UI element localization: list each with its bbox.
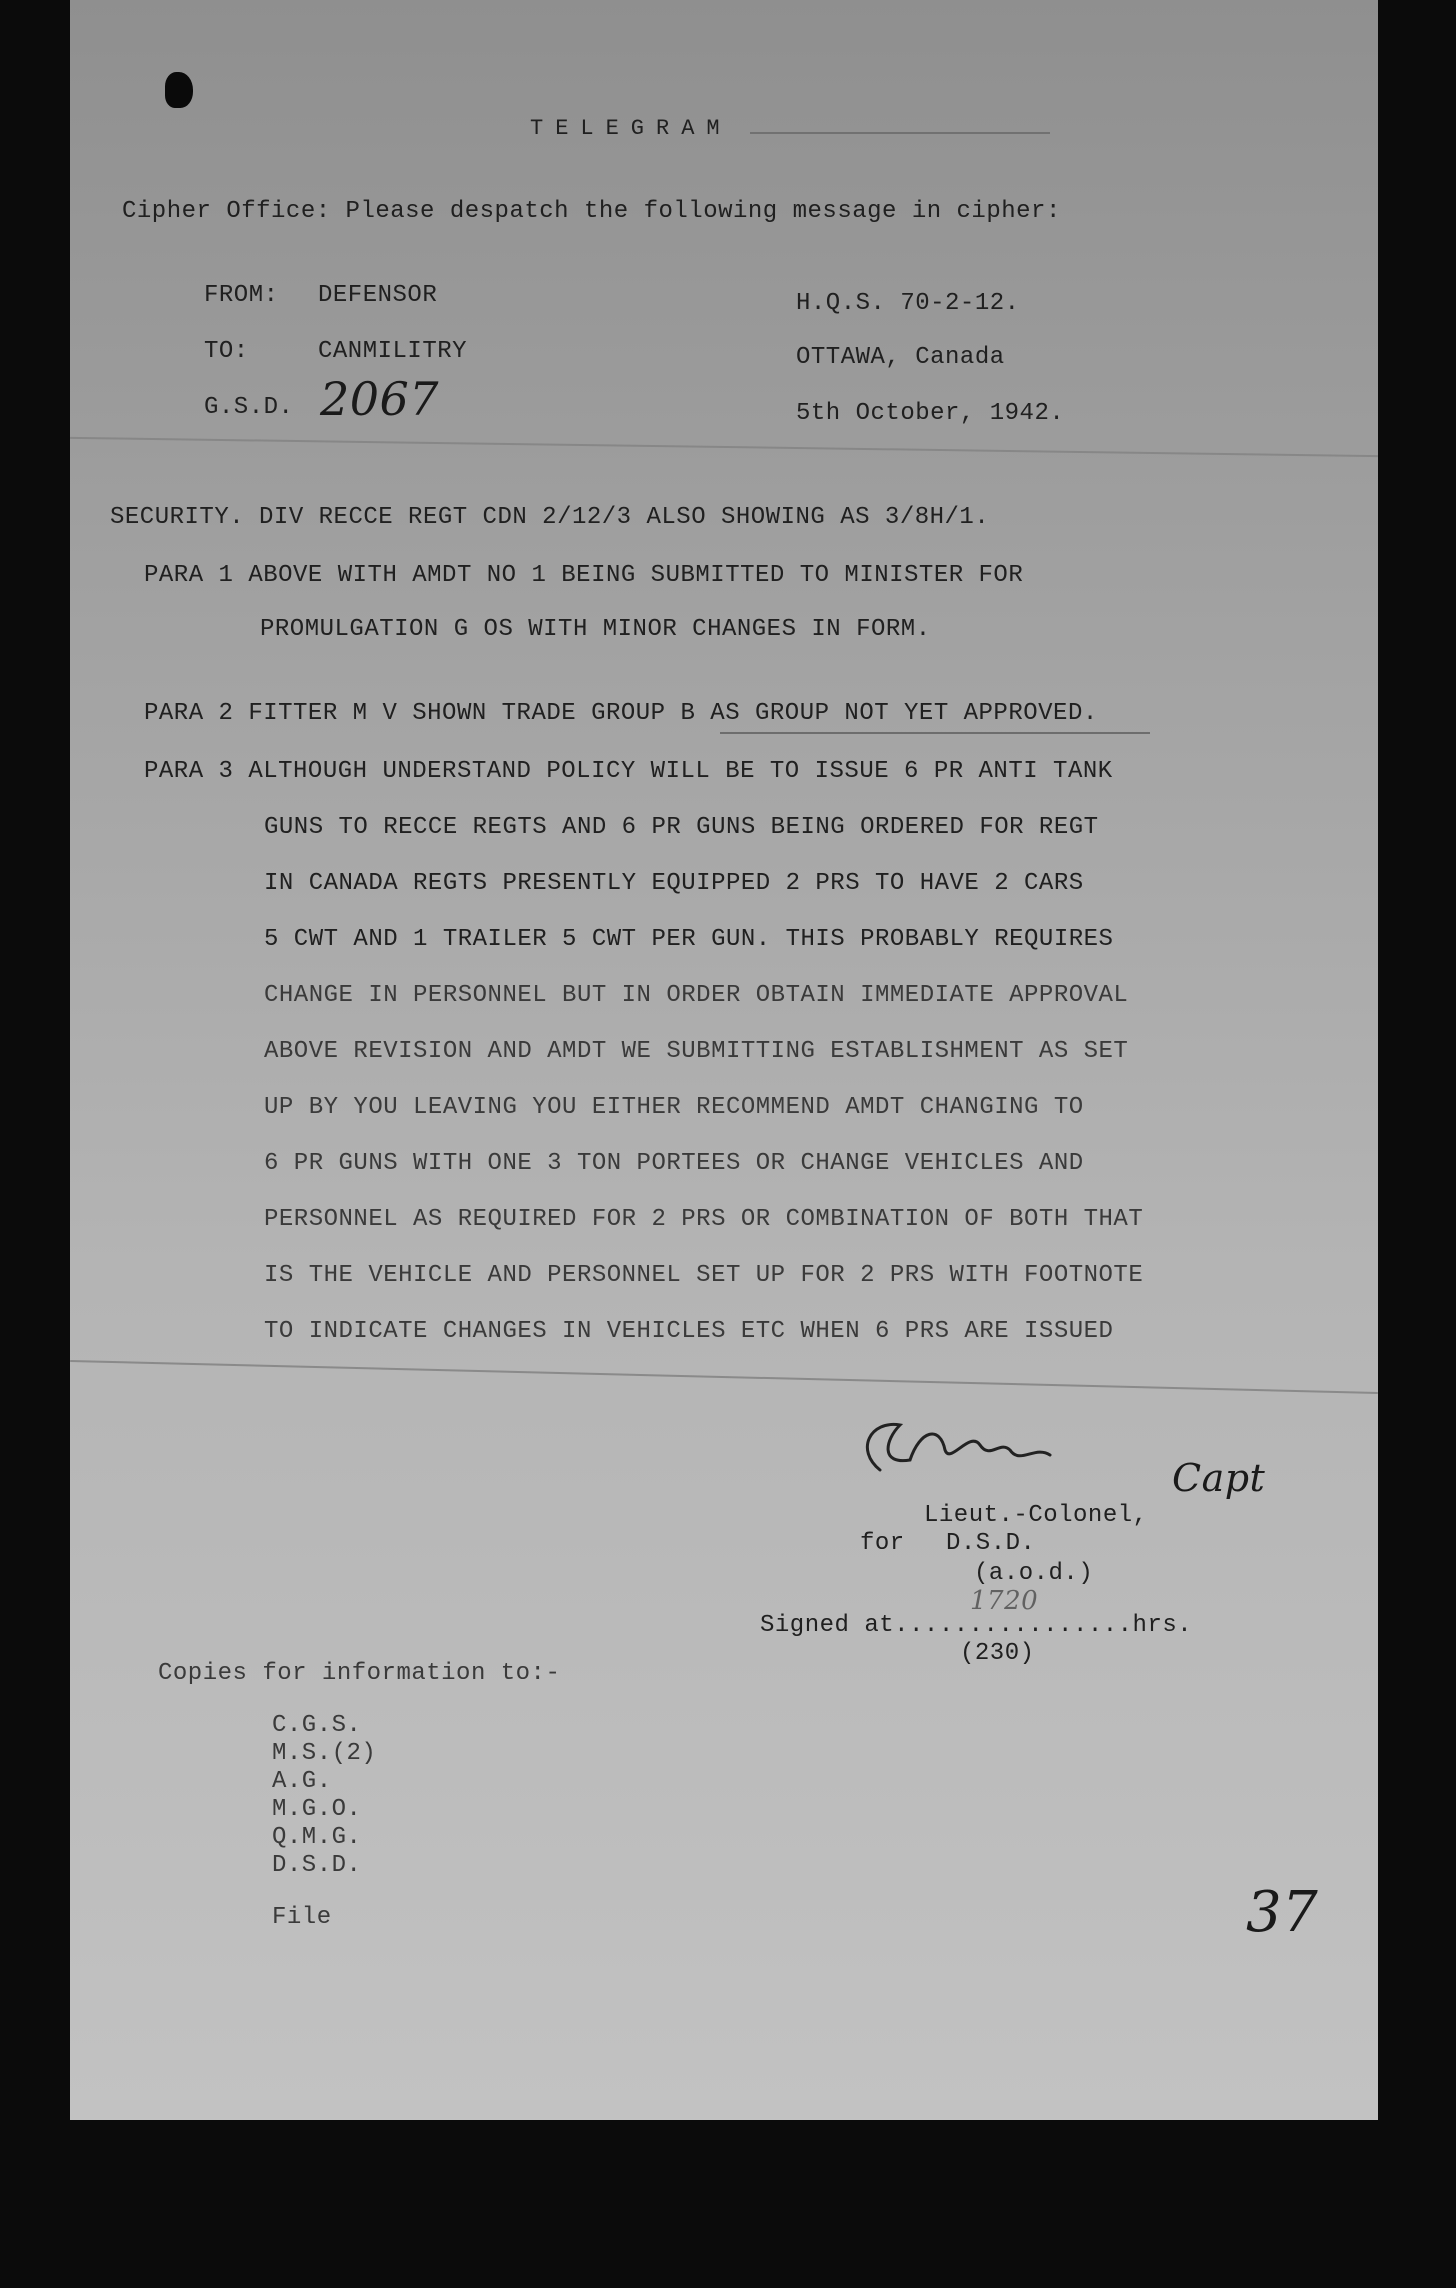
- body-rule: [70, 1360, 1378, 1394]
- para3-line5: CHANGE IN PERSONNEL BUT IN ORDER OBTAIN IMMEDIATE APPROVAL: [264, 982, 1129, 1009]
- header-rule: [70, 437, 1378, 457]
- para3-line6: ABOVE REVISION AND AMDT WE SUBMITTING ESTABLISHMENT AS SET: [264, 1038, 1129, 1065]
- para3-line10: IS THE VEHICLE AND PERSONNEL SET UP FOR 2 PRS WITH FOOTNOTE: [264, 1262, 1144, 1289]
- office: D.S.D.: [946, 1530, 1036, 1557]
- code-number: (230): [960, 1640, 1035, 1667]
- recipient: C.G.S.: [272, 1712, 362, 1739]
- rank: Lieut.-Colonel,: [924, 1502, 1148, 1529]
- gsd-number: 2067: [320, 372, 440, 426]
- recipient: Q.M.G.: [272, 1824, 362, 1851]
- from-label: FROM:: [204, 282, 279, 309]
- signed-time: 1720: [970, 1586, 1039, 1616]
- date: 5th October, 1942.: [796, 400, 1065, 427]
- para3-line9: PERSONNEL AS REQUIRED FOR 2 PRS OR COMBINATION OF BOTH THAT: [264, 1206, 1144, 1233]
- hqs-reference: H.Q.S. 70-2-12.: [796, 290, 1020, 317]
- page-number: 37: [1246, 1880, 1319, 1945]
- ink-blot: [165, 72, 193, 108]
- recipient: M.G.O.: [272, 1796, 362, 1823]
- signed-at: Signed at................hrs.: [760, 1612, 1193, 1639]
- telegram-title: TELEGRAM: [530, 116, 732, 141]
- gsd-label: G.S.D.: [204, 394, 294, 421]
- para3-line7: UP BY YOU LEAVING YOU EITHER RECOMMEND AMDT CHANGING TO: [264, 1094, 1084, 1121]
- recipient: A.G.: [272, 1768, 332, 1795]
- file-label: File: [272, 1904, 332, 1931]
- aod: (a.o.d.): [974, 1560, 1094, 1587]
- para3-line11: TO INDICATE CHANGES IN VEHICLES ETC WHEN 6 PRS ARE ISSUED: [264, 1318, 1114, 1345]
- to-value: CANMILITRY: [318, 338, 468, 365]
- para2-line1: PARA 2 FITTER M V SHOWN TRADE GROUP B AS GROUP NOT YET APPROVED.: [144, 700, 1098, 727]
- title-rule: [750, 132, 1050, 134]
- para3-line1: PARA 3 ALTHOUGH UNDERSTAND POLICY WILL BE TO ISSUE 6 PR ANTI TANK: [144, 758, 1113, 785]
- security-line: SECURITY. DIV RECCE REGT CDN 2/12/3 ALSO SHOWING AS 3/8H/1.: [110, 504, 990, 531]
- for-label: for: [860, 1530, 905, 1557]
- from-value: DEFENSOR: [318, 282, 438, 309]
- para1-line2: PROMULGATION G OS WITH MINOR CHANGES IN FORM.: [260, 616, 931, 643]
- telegram-page: [70, 0, 1378, 2120]
- para3-line8: 6 PR GUNS WITH ONE 3 TON PORTEES OR CHANGE VEHICLES AND: [264, 1150, 1084, 1177]
- copies-label: Copies for information to:-: [158, 1660, 561, 1687]
- cipher-instruction: Cipher Office: Please despatch the following message in cipher:: [122, 198, 1061, 225]
- para1-line1: PARA 1 ABOVE WITH AMDT NO 1 BEING SUBMITTED TO MINISTER FOR: [144, 562, 1024, 589]
- para2-underline: [720, 732, 1150, 734]
- recipient: D.S.D.: [272, 1852, 362, 1879]
- para3-line4: 5 CWT AND 1 TRAILER 5 CWT PER GUN. THIS PROBABLY REQUIRES: [264, 926, 1114, 953]
- handwritten-rank: Capt: [1172, 1456, 1266, 1500]
- to-label: TO:: [204, 338, 249, 365]
- recipient: M.S.(2): [272, 1740, 377, 1767]
- para3-line3: IN CANADA REGTS PRESENTLY EQUIPPED 2 PRS TO HAVE 2 CARS: [264, 870, 1084, 897]
- location: OTTAWA, Canada: [796, 344, 1005, 371]
- para3-line2: GUNS TO RECCE REGTS AND 6 PR GUNS BEING ORDERED FOR REGT: [264, 814, 1099, 841]
- signature-scrawl: [850, 1410, 1070, 1490]
